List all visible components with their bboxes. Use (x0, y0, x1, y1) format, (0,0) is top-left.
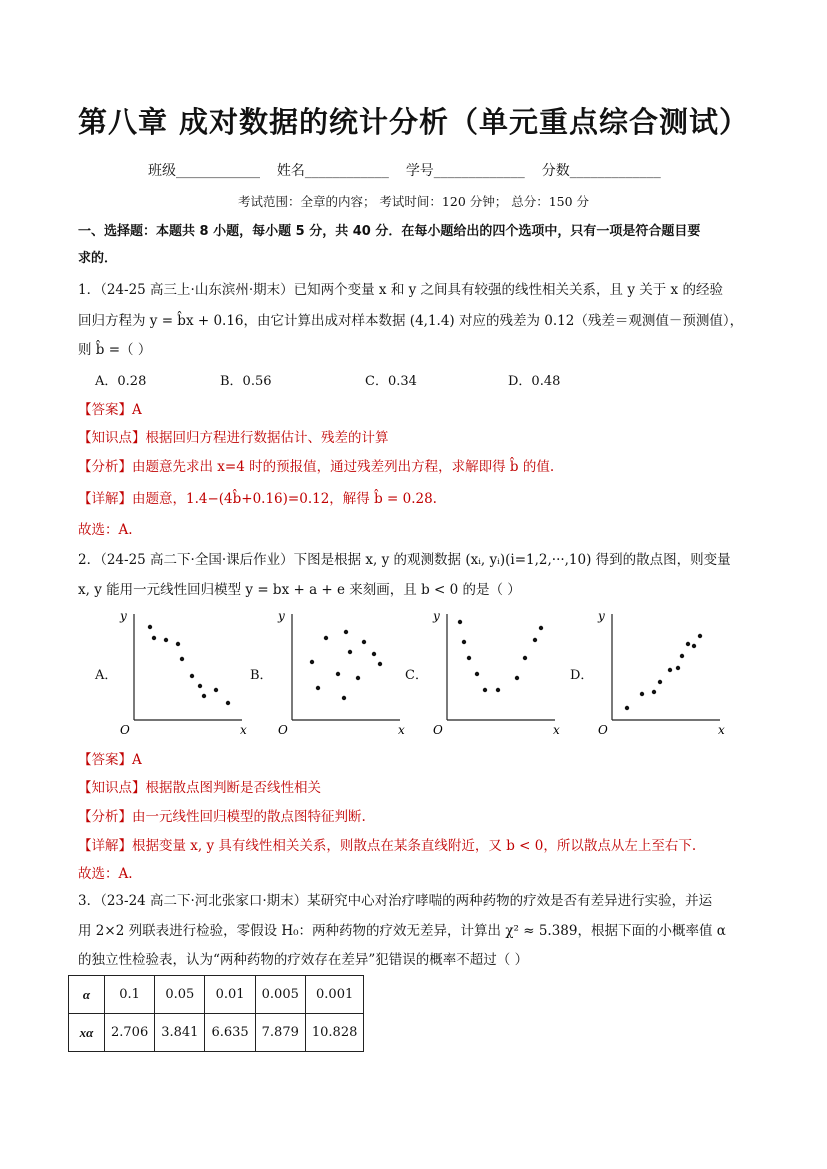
table-cell: 7.879 (255, 1014, 305, 1052)
plot-a-origin: O (120, 723, 130, 736)
score-field[interactable]: 分数_____________ (541, 163, 661, 179)
plot-a-y-label: y (120, 609, 127, 623)
plot-b-y-label: y (278, 609, 285, 623)
class-field[interactable]: 班级____________ (148, 163, 260, 179)
table-header-x-alpha: xα (69, 1014, 105, 1052)
q1-detail: 【详解】由题意，1.4−(4b̂+0.16)=0.12，解得 b̂ = 0.28. (78, 491, 437, 507)
table-cell: 0.001 (305, 976, 364, 1014)
plot-c-origin: O (433, 723, 443, 736)
scatter-plot-d (590, 608, 730, 736)
plot-d-origin: O (598, 723, 608, 736)
scatter-plot-b (270, 608, 410, 736)
plot-a-label[interactable]: A． (95, 668, 118, 683)
q1-analysis: 【分析】由题意先求出 x=4 时的预报值，通过残差列出方程，求解即得 b̂ 的值. (78, 459, 555, 475)
plot-d-x-label: x (718, 723, 725, 736)
table-cell: 0.05 (155, 976, 205, 1014)
page-title: 第八章 成对数据的统计分析（单元重点综合测试） (77, 105, 750, 139)
q1-option-b[interactable]: B．0.56 (220, 374, 272, 389)
q2-answer: 【答案】A (78, 752, 142, 768)
table-row (69, 1014, 364, 1052)
q3-stem-line3: 的独立性检验表，认为“两种药物的疗效存在差异”犯错误的概率不超过（ ） (78, 952, 529, 968)
section-heading: 一、选择题：本题共 8 小题，每小题 5 分，共 40 分．在每小题给出的四个选项中，只有一项是符合题目要 (78, 224, 701, 239)
plot-d-label[interactable]: D． (570, 668, 594, 683)
q1-stem-line3: 则 b̂ =（ ） (78, 342, 152, 358)
table-cell: 0.01 (205, 976, 255, 1014)
scatter-plot-c (425, 608, 565, 736)
name-field[interactable]: 姓名____________ (276, 163, 389, 179)
q3-stem-line1: 3．（23-24 高二下·河北张家口·期末）某研究中心对治疗哮喘的两种药物的疗效是否有差异进行实验，并运 (78, 893, 713, 909)
q2-stem-line1: 2．（24-25 高二下·全国·课后作业）下图是根据 x, y 的观测数据 (xᵢ, yᵢ)(i=1,2,···,10) 得到的散点图，则变量 (78, 552, 731, 568)
q2-analysis: 【分析】由一元线性回归模型的散点图特征判断. (78, 809, 366, 825)
table-row (69, 976, 364, 1014)
table-cell: 2.706 (105, 1014, 155, 1052)
table-cell: 10.828 (305, 1014, 364, 1052)
q2-knowledge: 【知识点】根据散点图判断是否线性相关 (78, 780, 321, 796)
q1-answer: 【答案】A (78, 402, 142, 418)
plot-b-label[interactable]: B． (250, 668, 273, 683)
table-cell: 0.1 (105, 976, 155, 1014)
q2-stem-line2: x, y 能用一元线性回归模型 y = bx + a + e 来刻画，且 b < 0 的是（ ） (78, 582, 521, 598)
q2-choose: 故选：A. (78, 866, 133, 882)
q1-choose: 故选：A. (78, 522, 133, 538)
table-cell: 3.841 (155, 1014, 205, 1052)
plot-c-x-label: x (553, 723, 560, 736)
plot-b-x-label: x (398, 723, 405, 736)
q2-detail: 【详解】根据变量 x, y 具有线性相关关系，则散点在某条直线附近，又 b < 0，所以散点从左上至右下. (78, 838, 697, 854)
q3-stem-line2: 用 2×2 列联表进行检验，零假设 H₀：两种药物的疗效无差异，计算出 χ² ≈ 5.389，根据下面的小概率值 α (78, 923, 726, 939)
scatter-plot-a (112, 608, 252, 736)
info-fields (148, 160, 661, 180)
table-header-alpha: α (69, 976, 105, 1014)
q1-stem-line2: 回归方程为 y = b̂x + 0.16，由它计算出成对样本数据 (4,1.4) 对应的残差为 0.12（残差＝观测值－预测值）， (78, 313, 744, 329)
exam-info: 考试范围：全章的内容； 考试时间：120 分钟； 总分：150 分 (237, 194, 590, 209)
q1-knowledge: 【知识点】根据回归方程进行数据估计、残差的计算 (78, 430, 389, 446)
plot-a-x-label: x (240, 723, 247, 736)
table-cell: 6.635 (205, 1014, 255, 1052)
student-id-field[interactable]: 学号_____________ (405, 163, 525, 179)
plot-d-y-label: y (598, 609, 605, 623)
q1-option-a[interactable]: A．0.28 (95, 374, 147, 389)
plot-c-y-label: y (433, 609, 440, 623)
q1-option-d[interactable]: D．0.48 (508, 374, 561, 389)
plot-b-origin: O (278, 723, 288, 736)
independence-test-table (68, 975, 364, 1052)
table-cell: 0.005 (255, 976, 305, 1014)
section-heading-cont: 求的． (78, 251, 118, 266)
plot-c-label[interactable]: C． (405, 668, 428, 683)
q1-stem-line1: 1．（24-25 高三上·山东滨州·期末）已知两个变量 x 和 y 之间具有较强的线性相关关系，且 y 关于 x 的经验 (78, 282, 723, 298)
q1-option-c[interactable]: C．0.34 (365, 374, 417, 389)
